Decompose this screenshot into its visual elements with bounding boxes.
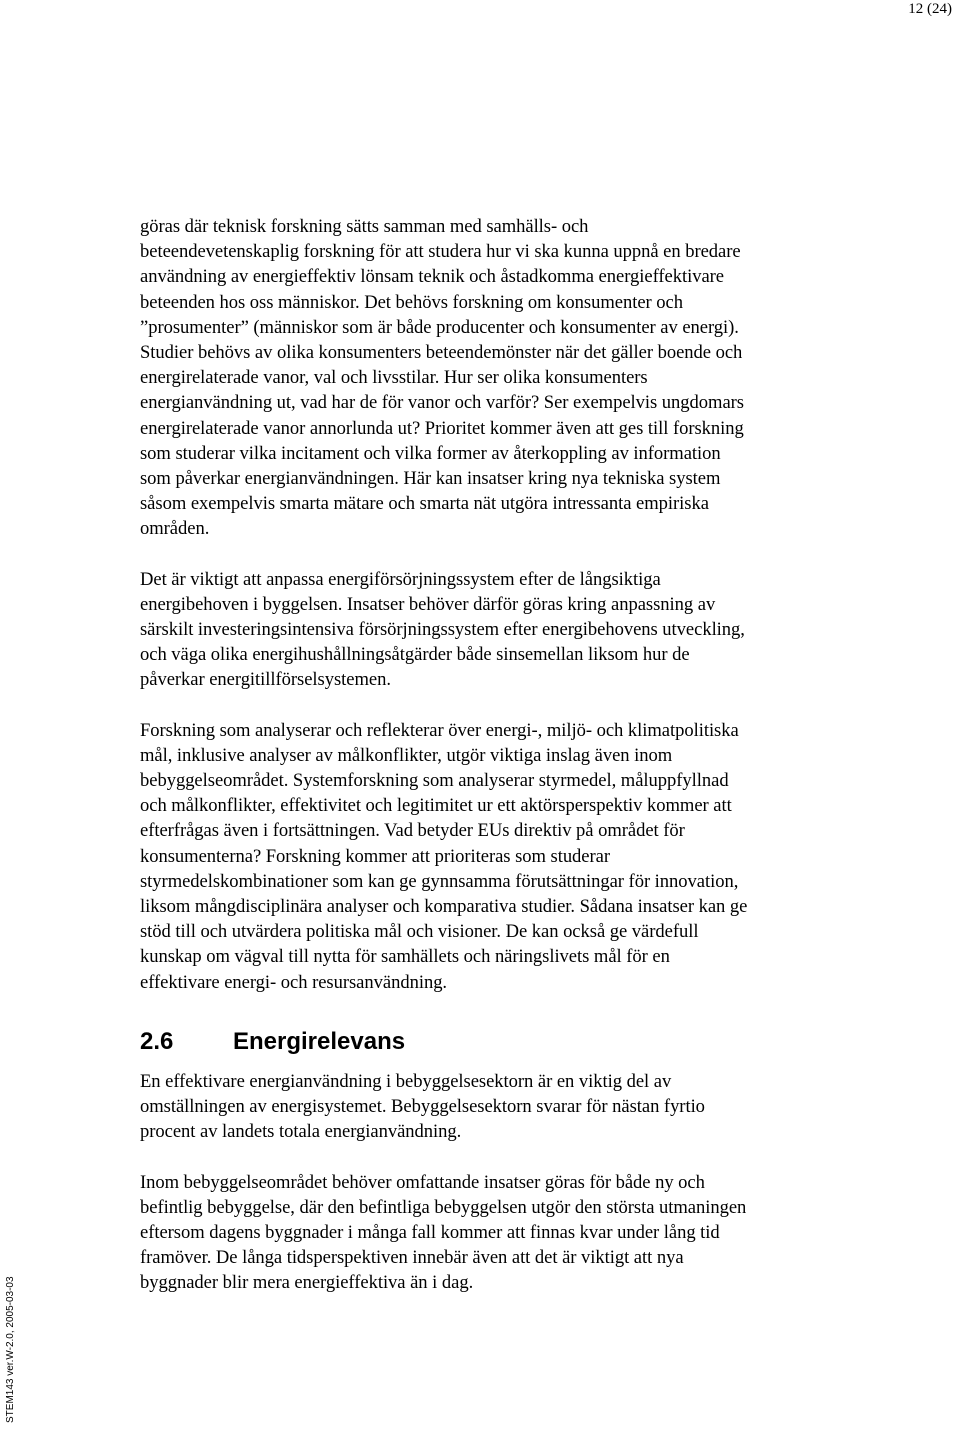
text-line: styrmedelskombinationer som kan ge gynnsamma förutsättningar för innovation, [140, 870, 739, 892]
section-number: 2.6 [140, 1027, 174, 1055]
text-line: Forskning som analyserar och reflekterar över energi-, miljö- och klimatpolitiska [140, 719, 739, 741]
text-line: En effektivare energianvändning i bebyggelsesektorn är en viktig del av [140, 1070, 672, 1092]
section-title: Energirelevans [233, 1027, 406, 1055]
margin-stamp: STEM143 ver.W-2.0, 2005-03-03 [5, 1276, 16, 1423]
text-line: kunskap om vägval till nytta för samhällets och näringslivets mål för en [140, 946, 670, 968]
text-line: som påverkar energianvändningen. Här kan insatser kring nya tekniska system [140, 468, 721, 490]
text-line: efterfrågas även i fortsättningen. Vad betyder EUs direktiv på området för [140, 820, 685, 842]
text-line: byggnader blir mera energieffektiva än i dag. [140, 1272, 474, 1294]
text-line: och väga olika energihushållningsåtgärder både sinsemellan liksom hur de [140, 644, 690, 666]
text-line: beteenden hos oss människor. Det behövs forskning om konsumenter och [140, 291, 683, 313]
text-line: effektivare energi- och resursanvändning. [140, 971, 448, 993]
text-line: Studier behövs av olika konsumenters beteendemönster när det gäller boende och [140, 342, 743, 364]
text-line: påverkar energitillförselsystemen. [140, 669, 391, 691]
section-paragraph-1 [140, 1069, 880, 1145]
text-line: särskilt investeringsintensiva försörjningssystem efter energibehovens utveckling, [140, 619, 745, 641]
text-line: energibehoven i byggelsen. Insatser behöver därför göras kring anpassning av [140, 593, 716, 615]
text-line: stöd till och utvärdera politiska mål och visioner. De kan också ge värdefull [140, 921, 699, 943]
text-line: konsumenterna? Forskning kommer att prioriteras som studerar [140, 845, 610, 867]
text-line: göras där teknisk forskning sätts samman med samhälls- och [140, 216, 589, 237]
section-paragraph-2 [140, 1170, 880, 1296]
text-line: mål, inklusive analyser av målkonflikter, utgör viktiga inslag även inom [140, 744, 673, 766]
text-line: energianvändning ut, vad har de för vanor och varför? Ser exempelvis ungdomars [140, 392, 744, 414]
body-paragraph-2 [140, 567, 880, 693]
text-line: omställningen av energisystemet. Bebyggelsesektorn svarar för nästan fyrtio [140, 1096, 705, 1118]
text-line: energirelaterade vanor, val och livsstilar. Hur ser olika konsumenters [140, 367, 648, 389]
page-number: 12 (24) [908, 1, 952, 17]
section-heading [140, 1025, 880, 1059]
text-line: bebyggelseområdet. Systemforskning som analyserar styrmedel, måluppfyllnad [140, 770, 729, 792]
text-line: procent av landets totala energianvändning. [140, 1121, 462, 1143]
body-paragraph-3 [140, 718, 880, 995]
text-line: beteendevetenskaplig forskning för att studera hur vi ska kunna uppnå en bredare [140, 241, 741, 263]
text-line: som studerar vilka incitament och vilka former av återkoppling av information [140, 442, 721, 464]
text-line: eftersom dagens byggnader i många fall kommer att finnas kvar under lång tid [140, 1221, 720, 1243]
text-line: ”prosumenter” (människor som är både producenter och konsumenter av energi). [140, 316, 739, 338]
text-line: framöver. De långa tidsperspektiven innebär även att det är viktigt att nya [140, 1247, 684, 1269]
text-line: liksom mångdisciplinära analyser och komparativa studier. Sådana insatser kan ge [140, 896, 748, 918]
text-line: befintlig bebyggelse, där den befintliga bebyggelsen utgör den största utmaningen [140, 1196, 747, 1218]
text-line: energirelaterade vanor annorlunda ut? Prioritet kommer även att ges till forskning [140, 417, 744, 439]
text-line: såsom exempelvis smarta mätare och smarta nät utgöra intressanta empiriska [140, 493, 709, 515]
text-line: Det är viktigt att anpassa energiförsörjningssystem efter de långsiktiga [140, 568, 661, 590]
text-line: och målkonflikter, effektivitet och legitimitet ur ett aktörsperspektiv kommer att [140, 795, 732, 817]
text-line: användning av energieffektiv lönsam teknik och åstadkomma energieffektivare [140, 266, 724, 288]
text-line: områden. [140, 518, 210, 540]
document-body [140, 214, 880, 1296]
text-line: Inom bebyggelseområdet behöver omfattande insatser göras för både ny och [140, 1171, 705, 1193]
body-paragraph-1 [140, 214, 880, 542]
